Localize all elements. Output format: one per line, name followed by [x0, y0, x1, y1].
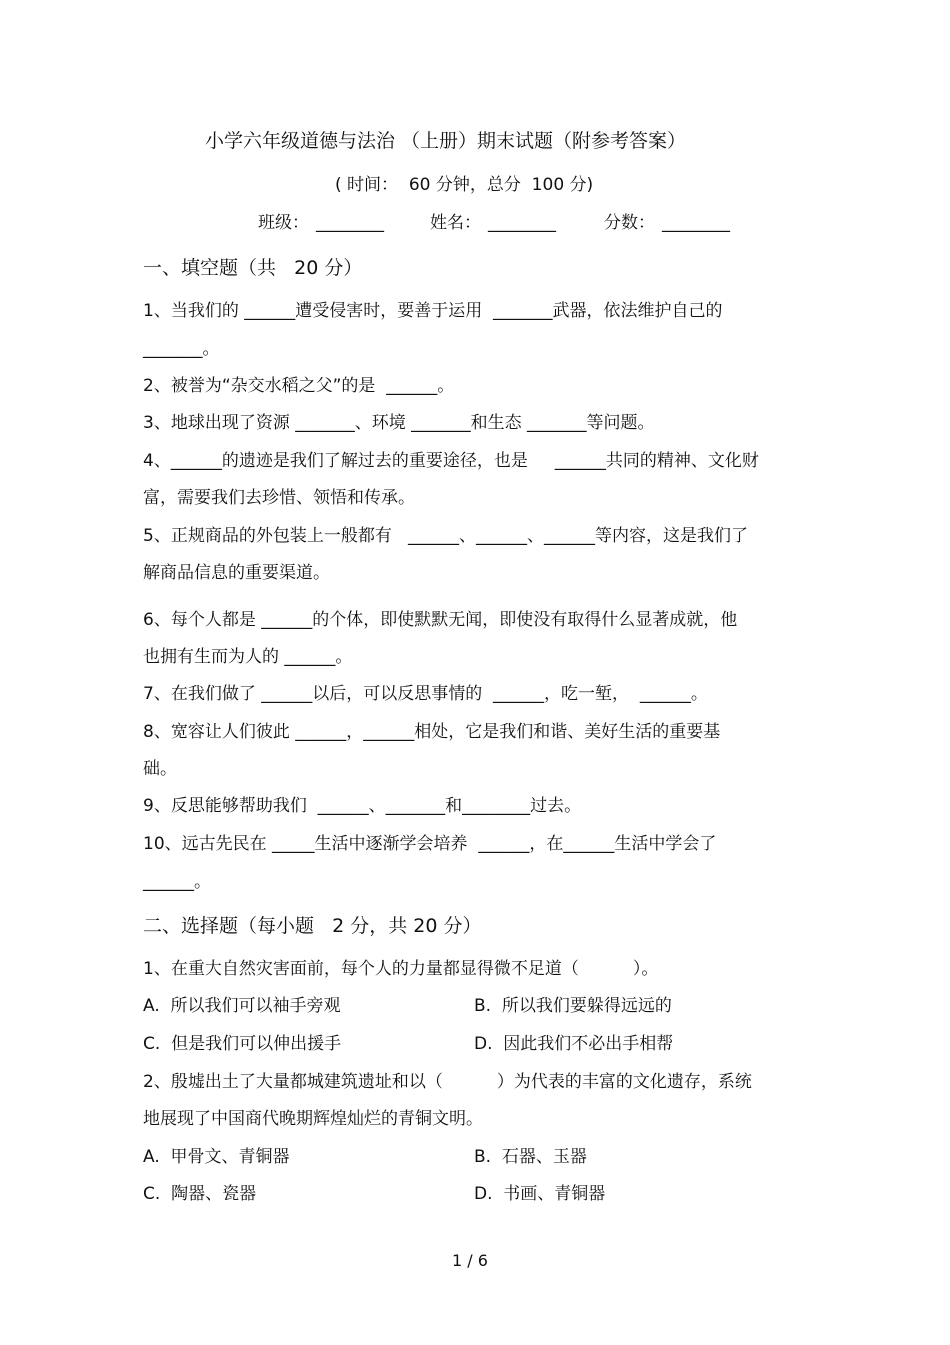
- score-blank[interactable]: ________: [662, 213, 730, 233]
- question-line: 10、远古先民在 _____生活中逐渐学会培养 ______，在______生活中学会了: [143, 834, 717, 854]
- question-stem: 2、殷墟出土了大量都城建筑遗址和以（ ）为代表的丰富的文化遗存，系统: [143, 1072, 752, 1092]
- question-line: 7、在我们做了 ______以后，可以反思事情的 ______，吃一堑， ______。: [143, 684, 708, 704]
- option-c[interactable]: C. 但是我们可以伸出援手: [143, 1034, 342, 1054]
- class-blank[interactable]: ________: [316, 213, 384, 233]
- question-line: ______。: [143, 872, 211, 892]
- option-d[interactable]: D. 书画、青铜器: [474, 1184, 606, 1204]
- name-blank[interactable]: ________: [488, 213, 556, 233]
- question-line: 富，需要我们去珍惜、领悟和传承。: [143, 488, 415, 508]
- question-line: 4、______的遗迹是我们了解过去的重要途径，也是 ______共同的精神、文化财: [143, 451, 759, 471]
- question-line: 3、地球出现了资源 _______、环境 _______和生态 _______等问题。: [143, 413, 655, 433]
- question-line: _______。: [143, 339, 220, 359]
- question-line: 8、宽容让人们彼此 ______，______相处，它是我们和谐、美好生活的重要基: [143, 722, 721, 742]
- option-a[interactable]: A. 所以我们可以袖手旁观: [143, 996, 341, 1016]
- option-b[interactable]: B. 石器、玉器: [474, 1147, 587, 1167]
- question-line: 6、每个人都是 ______的个体，即使默默无闻，即使没有取得什么显著成就，他: [143, 610, 738, 630]
- name-label: 姓名：: [430, 213, 481, 233]
- option-c[interactable]: C. 陶器、瓷器: [143, 1184, 257, 1204]
- option-a[interactable]: A. 甲骨文、青铜器: [143, 1147, 290, 1167]
- section-heading-fill-in: 一、填空题（共 20 分）: [143, 257, 363, 279]
- question-line: 9、反思能够帮助我们 ______、_______和________过去。: [143, 796, 582, 816]
- question-line: 5、正规商品的外包装上一般都有 ______、______、______等内容，这是我们了: [143, 526, 749, 546]
- exam-subtitle: ( 时间： 60 分钟，总分 100 分): [335, 175, 594, 195]
- section-heading-choice: 二、选择题（每小题 2 分，共 20 分）: [143, 915, 482, 937]
- class-label: 班级：: [258, 213, 309, 233]
- question-line: 础。: [143, 759, 177, 779]
- question-line: 解商品信息的重要渠道。: [143, 563, 330, 583]
- question-stem-continued: 地展现了中国商代晚期辉煌灿烂的青铜文明。: [143, 1109, 483, 1129]
- option-b[interactable]: B. 所以我们要躲得远远的: [474, 996, 672, 1016]
- question-line: 2、被誉为“杂交水稻之父”的是 ______。: [143, 376, 455, 396]
- page-number: 1 / 6: [452, 1251, 488, 1270]
- question-line: 也拥有生而为人的 ______。: [143, 647, 353, 667]
- option-d[interactable]: D. 因此我们不必出手相帮: [474, 1034, 674, 1054]
- page-title: 小学六年级道德与法治 （上册）期末试题（附参考答案）: [205, 130, 687, 152]
- score-label: 分数：: [604, 213, 655, 233]
- question-stem: 1、在重大自然灾害面前，每个人的力量都显得微不足道（ ）。: [143, 959, 659, 979]
- question-line: 1、当我们的 ______遭受侵害时，要善于运用 _______武器，依法维护自己的: [143, 301, 723, 321]
